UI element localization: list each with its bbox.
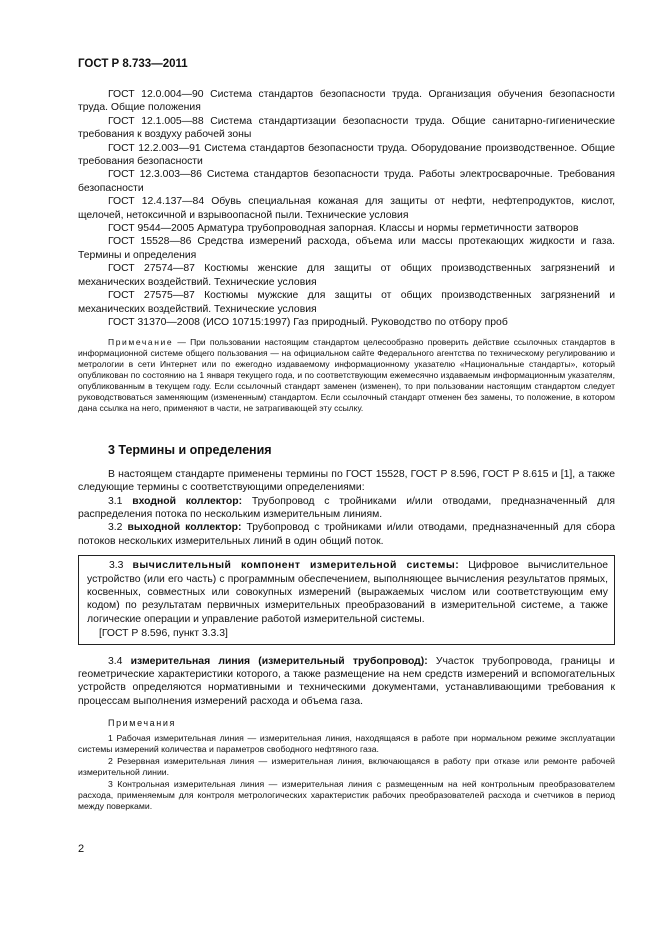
term-definition: Цифровое вычислительное устройство (или его часть) с программным обеспечением, выполняющее вычисления результатов прямых, косвенных, совместных или совокупных измерений (выражаемых числом или соответствующим ему кодом) по результатам первичных измерительных преобразований в измерительной системе, а также логические операции и управление работой измерительной системы. xyxy=(87,560,608,625)
term-number: 3.3 xyxy=(109,560,133,572)
reference-item: ГОСТ 27575—87 Костюмы мужские для защиты от общих производственных загрязнений и механических воздействий. Технические условия xyxy=(78,290,615,315)
term-number: 3.4 xyxy=(108,655,131,667)
term-definition: Участок трубопровода, границы и геометрические характеристики которого, а также размещение на нем средств измерений и вспомогательных устройств определяются нормативными и техническими документами, устанавливающими требования к процессам выполнения измерений расхода и объема газа. xyxy=(78,655,615,707)
section-intro: В настоящем стандарте применены термины по ГОСТ 15528, ГОСТ Р 8.596, ГОСТ Р 8.615 и [1], а также следующие термины с соответствующими определениями: xyxy=(78,468,615,494)
term-definition: Трубопровод с тройниками и/или отводами, предназначенный для сбора потоков нескольких измерительных линий в один общий поток. xyxy=(78,522,615,547)
note-text: — При пользовании настоящим стандартом целесообразно проверить действие ссылочных стандартов в информационной системе общего пользования — на официальном сайте Федерального агентства по техническому регулированию и метрологии в сети Интернет или по ежегодно издаваемому информационному указателю «Национальные стандарты», который опубликован по состоянию на 1 января текущего года, и по соответствующим ежемесячно издаваемым информационным указателям, опубликованным в текущем году. Если ссылочный стандарт заменен (изменен), то при пользовании настоящим стандартом следует руководствоваться заменяющим (измененным) стандартом. Если ссылочный стандарт отменен без замены, то положение, в котором дана ссылка на него, применяют в части, не затрагивающей эту ссылку. xyxy=(78,337,615,414)
term-source: [ГОСТ Р 8.596, пункт 3.3.3] xyxy=(99,628,228,640)
reference-item: ГОСТ 15528—86 Средства измерений расхода, объема или массы протекающих жидкости и газа. Термины и определения xyxy=(78,236,615,261)
reference-item: ГОСТ 12.0.004—90 Система стандартов безопасности труда. Организация обучения безопасности труда. Общие положения xyxy=(78,89,615,114)
notes-title: Примечания xyxy=(108,718,176,729)
reference-item: ГОСТ 12.4.137—84 Обувь специальная кожаная для защиты от нефти, нефтепродуктов, кислот, щелочей, нетоксичной и взрывоопасной пыли. Технические условия xyxy=(78,196,615,221)
term-3-4 xyxy=(78,655,615,709)
reference-item: ГОСТ 12.2.003—91 Система стандартов безопасности труда. Оборудование производственное. Общие требования безопасности xyxy=(78,142,615,168)
note-item: 2 Резервная измерительная линия — измерительная линия, включающаяся в работу при отказе или ремонте рабочей измерительной линии. xyxy=(78,755,615,777)
note-label: Примечание xyxy=(108,337,174,348)
term-name: выходной коллектор: xyxy=(127,522,242,534)
reference-item: ГОСТ 27574—87 Костюмы женские для защиты от общих производственных загрязнений и механических воздействий. Технические условия xyxy=(78,263,615,288)
reference-item: ГОСТ 12.1.005—88 Система стандартизации безопасности труда. Общие санитарно-гигиенические требования к воздуху рабочей зоны xyxy=(78,115,615,141)
term-name: входной коллектор: xyxy=(132,495,243,507)
term-name: вычислительный компонент измерительной системы: xyxy=(132,560,460,572)
term-number: 3.1 xyxy=(108,495,133,507)
page-number: 2 xyxy=(78,843,85,855)
term-3-3-box xyxy=(78,555,615,644)
section-heading: 3 Термины и определения xyxy=(108,443,272,458)
term-number: 3.2 xyxy=(108,522,128,534)
document-header: ГОСТ Р 8.733—2011 xyxy=(78,58,188,70)
term-3-3 xyxy=(87,559,608,626)
page-body xyxy=(78,88,615,813)
reference-note xyxy=(78,337,615,414)
term-name: измерительная линия (измерительный трубопровод): xyxy=(130,655,428,667)
term-definition: Трубопровод с тройниками и/или отводами, предназначенный для распределения потока по нескольким измерительным линиям. xyxy=(78,495,615,520)
reference-item: ГОСТ 12.3.003—86 Система стандартов безопасности труда. Работы электросварочные. Требования безопасности xyxy=(78,169,615,194)
term-3-2 xyxy=(78,521,615,548)
reference-item: ГОСТ 9544—2005 Арматура трубопроводная запорная. Классы и нормы герметичности затворов xyxy=(108,223,579,235)
term-3-1 xyxy=(78,495,615,522)
reference-item: ГОСТ 31370—2008 (ИСО 10715:1997) Газ природный. Руководство по отбору проб xyxy=(108,316,508,328)
note-item: 1 Рабочая измерительная линия — измерительная линия, находящаяся в работе при нормальном режиме эксплуатации системы измерений количества и параметров свободного нефтяного газа. xyxy=(78,732,615,754)
note-item: 3 Контрольная измерительная линия — измерительная линия с размещенным на ней контрольным преобразователем расхода, применяемым для контроля метрологических характеристик рабочих преобразователей расхода и счетчиков в период между поверками. xyxy=(78,778,615,811)
